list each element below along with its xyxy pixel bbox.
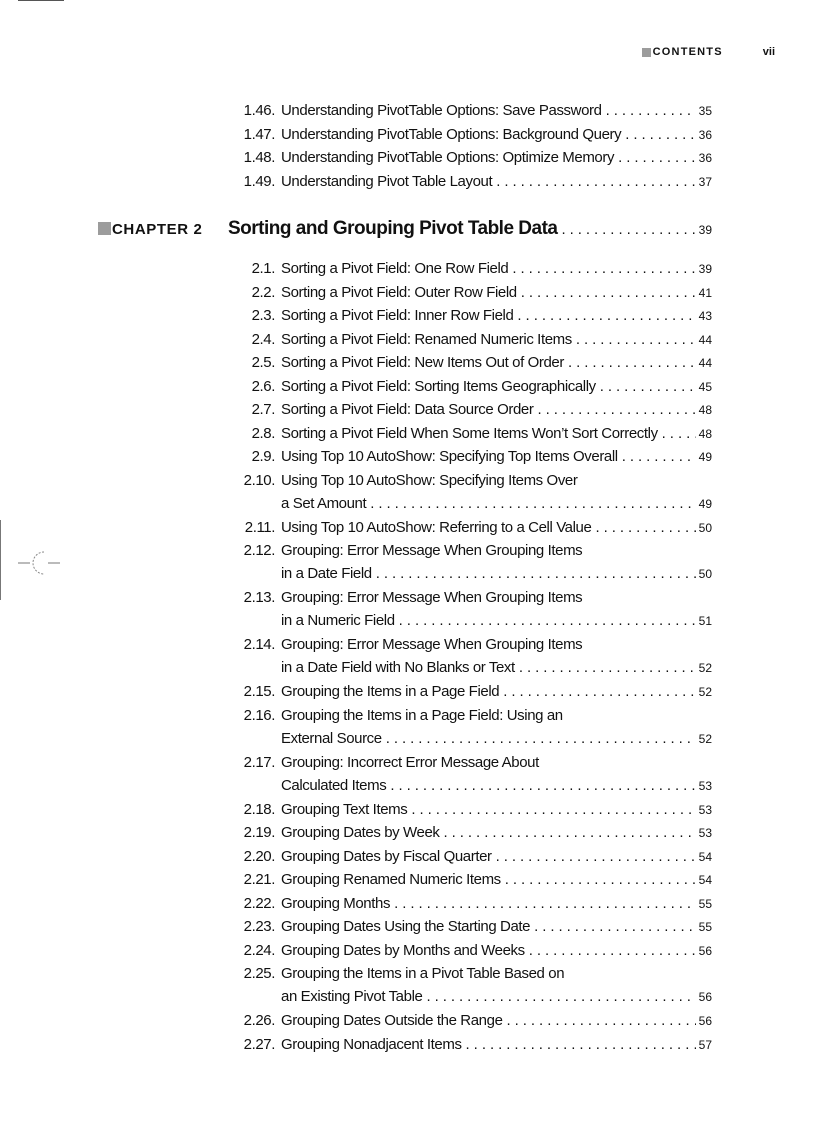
entry-number: 2.12. [243,542,275,559]
chapter-title: Sorting and Grouping Pivot Table Data [228,218,558,239]
toc-line [228,351,712,374]
dot-leader [600,375,696,398]
toc-line [228,586,712,609]
entry-text: Grouping Dates by Week [281,824,440,841]
folio-page-number: vii [762,46,775,58]
toc-line [228,99,712,122]
toc-line [228,492,712,515]
toc-entry [228,257,712,280]
entry-text: Sorting a Pivot Field: Renamed Numeric Items [281,330,572,348]
toc-entry [228,170,712,193]
dot-leader [394,892,696,915]
entry-text: Understanding PivotTable Options: Optimize Memory [281,149,615,166]
entry-page-number: 57 [698,1037,712,1052]
entry-page-number: 49 [698,450,712,464]
toc-entry [228,375,712,398]
entry-page-number: 53 [698,802,712,817]
toc-line [228,328,712,351]
entry-text: Grouping: Error Message When Grouping Items [281,542,583,559]
dot-leader [399,609,696,632]
dot-leader [519,656,696,679]
entry-text: Sorting a Pivot Field: Sorting Items Geographically [281,377,596,395]
dot-leader [534,915,696,938]
toc-line [228,562,712,585]
toc-line [228,170,712,193]
entry-text: Grouping the Items in a Page Field: Using an [281,706,563,724]
entry-number: 2.18. [243,800,275,818]
entry-page-number: 54 [698,873,712,887]
dot-leader [517,304,695,327]
toc-line [228,915,712,938]
dot-leader [662,422,696,445]
entry-number: 2.2. [251,283,275,301]
entry-number: 2.27. [243,1035,275,1053]
toc-line [228,146,712,169]
entry-number: 2.4. [251,330,275,348]
entry-number: 2.1. [251,260,275,277]
entry-text: Sorting a Pivot Field: Inner Row Field [281,307,514,324]
entry-page-number: 55 [698,920,712,934]
entry-number: 2.24. [243,941,275,959]
entry-number: 2.21. [243,871,275,888]
dot-leader [390,774,695,797]
entry-page-number: 48 [698,426,712,441]
toc-line [228,962,712,985]
entry-page-number: 44 [698,356,712,370]
toc-line [228,375,712,398]
dot-leader [595,516,695,539]
dot-leader [606,99,696,122]
dot-leader [370,492,695,515]
entry-text: Grouping Renamed Numeric Items [281,871,501,888]
entry-text: an Existing Pivot Table [281,988,423,1005]
entry-number: 2.5. [251,354,275,371]
entry-number: 2.11. [244,518,275,536]
entry-text: Sorting a Pivot Field: Outer Row Field [281,283,517,301]
dot-leader [496,845,696,868]
toc-entry [228,915,712,938]
entry-number: 2.6. [251,377,275,395]
entry-number: 1.46. [243,102,275,119]
toc-entry [228,798,712,821]
toc-line [228,798,712,821]
entry-number: 1.49. [243,172,275,190]
entry-text: Grouping: Error Message When Grouping Items [281,636,583,653]
entry-number: 1.47. [243,125,275,143]
dot-leader [386,727,696,750]
entry-number: 2.13. [243,589,275,606]
entry-text: Using Top 10 AutoShow: Referring to a Cell Value [281,518,592,536]
entry-page-number: 52 [698,731,712,746]
toc-line [228,985,712,1008]
dot-leader [507,1009,696,1032]
chapter-label-text: CHAPTER 2 [112,221,203,238]
toc-entry [228,586,712,632]
entry-page-number: 56 [698,990,712,1004]
toc-line [228,281,712,304]
entry-page-number: 37 [698,174,712,189]
entry-page-number: 52 [698,685,712,699]
entry-text: in a Date Field with No Blanks or Text [281,659,515,676]
toc-entry [228,469,712,515]
dot-leader [537,398,695,421]
toc-line [228,123,712,146]
entry-number: 2.26. [243,1012,275,1029]
entry-page-number: 36 [698,151,712,165]
entry-page-number: 48 [698,403,712,417]
dot-leader [625,123,695,146]
toc-line [228,704,712,727]
entry-text: Grouping Months [281,894,391,912]
toc-entry [228,751,712,797]
entry-text: Grouping: Incorrect Error Message About [281,753,539,771]
toc-line [228,1009,712,1032]
entry-text: in a Date Field [281,565,372,582]
entry-page-number: 51 [698,614,712,628]
entry-text: Grouping the Items in a Page Field [281,683,500,700]
toc-line [228,609,712,632]
entry-text: Grouping Dates Using the Starting Date [281,918,531,935]
entry-text: Grouping Dates by Months and Weeks [281,941,525,959]
entry-text: External Source [281,729,382,747]
toc-line [228,751,712,774]
entry-page-number: 54 [698,849,712,864]
entry-text: Understanding Pivot Table Layout [281,172,493,190]
entry-text: Grouping Nonadjacent Items [281,1035,462,1053]
toc-entry [228,704,712,750]
chapter-page-number: 39 [698,223,712,237]
toc-entry [228,445,712,468]
entry-page-number: 56 [698,1014,712,1028]
entry-text: Understanding PivotTable Options: Save Password [281,102,602,119]
entry-number: 2.22. [243,894,275,912]
toc-entry [228,1033,712,1056]
entry-text: Grouping the Items in a Pivot Table Based on [281,965,565,982]
entry-text: Grouping Dates Outside the Range [281,1012,503,1029]
toc-line [228,727,712,750]
toc-entry [228,146,712,169]
toc-line [228,1033,712,1056]
entry-text: in a Numeric Field [281,612,395,629]
toc-line [228,304,712,327]
toc-line [228,633,712,656]
toc-line [228,939,712,962]
toc-entry [228,539,712,585]
dot-leader [505,868,696,891]
dot-leader [568,351,696,374]
entry-page-number: 56 [698,943,712,958]
toc-line [228,892,712,915]
entry-number: 2.19. [243,824,275,841]
toc-line [228,845,712,868]
toc-entry [228,398,712,421]
entry-number: 2.10. [243,471,275,489]
entry-page-number: 41 [698,285,712,300]
entry-number: 2.20. [243,847,275,865]
entry-page-number: 39 [698,262,712,276]
entry-number: 2.25. [243,965,275,982]
entry-number: 2.3. [251,307,275,324]
dot-leader [576,328,696,351]
entry-page-number: 53 [698,826,712,840]
dot-leader [503,680,695,703]
running-head-section: CONTENTS [652,46,723,58]
dot-leader [466,1033,696,1056]
toc-line [228,257,712,280]
entry-page-number: 53 [698,778,712,793]
entry-number: 2.16. [243,706,275,724]
entry-page-number: 35 [698,104,712,118]
entry-text: Grouping Text Items [281,800,408,818]
toc-line [228,821,712,844]
dot-leader [618,146,696,169]
toc-entry [228,845,712,868]
entry-text: Using Top 10 AutoShow: Specifying Items Over [281,471,578,489]
toc-line [228,422,712,445]
entry-text: Sorting a Pivot Field: One Row Field [281,260,509,277]
entry-text: Understanding PivotTable Options: Background Query [281,125,622,143]
toc-entry [228,939,712,962]
toc-line [228,680,712,703]
entry-page-number: 55 [698,896,712,911]
toc-line [228,774,712,797]
toc-entry [228,962,712,1008]
entry-page-number: 36 [698,127,712,142]
toc-line [228,539,712,562]
toc-entry [228,99,712,122]
dot-leader [444,821,696,844]
dot-leader [376,562,696,585]
toc-line [228,516,712,539]
dot-leader [622,445,696,468]
toc-entry [228,892,712,915]
entry-number: 2.9. [251,448,275,465]
entry-text: Grouping: Error Message When Grouping Items [281,589,583,606]
dot-leader [521,281,696,304]
entry-text: Grouping Dates by Fiscal Quarter [281,847,492,865]
entry-page-number: 44 [698,332,712,347]
dot-leader [512,257,695,280]
entry-number: 2.7. [251,401,275,418]
entry-text: a Set Amount [281,494,367,512]
entry-text: Sorting a Pivot Field When Some Items Won’t Sort Correctly [281,424,658,442]
toc-entry [228,516,712,539]
dot-leader [496,170,695,193]
dot-leader [529,939,696,962]
entry-page-number: 49 [698,496,712,511]
entry-number: 2.23. [243,918,275,935]
toc-line [228,656,712,679]
entry-number: 2.8. [251,424,275,442]
toc-entry [228,868,712,891]
toc-line [228,445,712,468]
entry-text: Using Top 10 AutoShow: Specifying Top Items Overall [281,448,618,465]
entry-text: Calculated Items [281,776,387,794]
toc-entry [228,351,712,374]
toc-entry [228,328,712,351]
toc-entry [228,304,712,327]
entry-number: 2.17. [243,753,275,771]
entry-page-number: 50 [698,520,712,535]
toc-line [228,868,712,891]
toc-entry [228,680,712,703]
toc-entry [228,1009,712,1032]
entry-text: Sorting a Pivot Field: New Items Out of Order [281,354,564,371]
toc-entry [228,123,712,146]
entry-text: Sorting a Pivot Field: Data Source Order [281,401,534,418]
toc-entry [228,821,712,844]
toc-entry [228,633,712,679]
toc-line [228,398,712,421]
entry-number: 1.48. [243,149,275,166]
entry-page-number: 43 [698,309,712,323]
toc-line [228,469,712,492]
dot-leader [426,985,695,1008]
entry-page-number: 52 [698,661,712,675]
toc-entry [228,422,712,445]
entry-page-number: 50 [698,567,712,581]
entry-number: 2.14. [243,636,275,653]
entry-page-number: 45 [698,379,712,394]
entry-number: 2.15. [243,683,275,700]
dot-leader [411,798,695,821]
toc-entry [228,281,712,304]
